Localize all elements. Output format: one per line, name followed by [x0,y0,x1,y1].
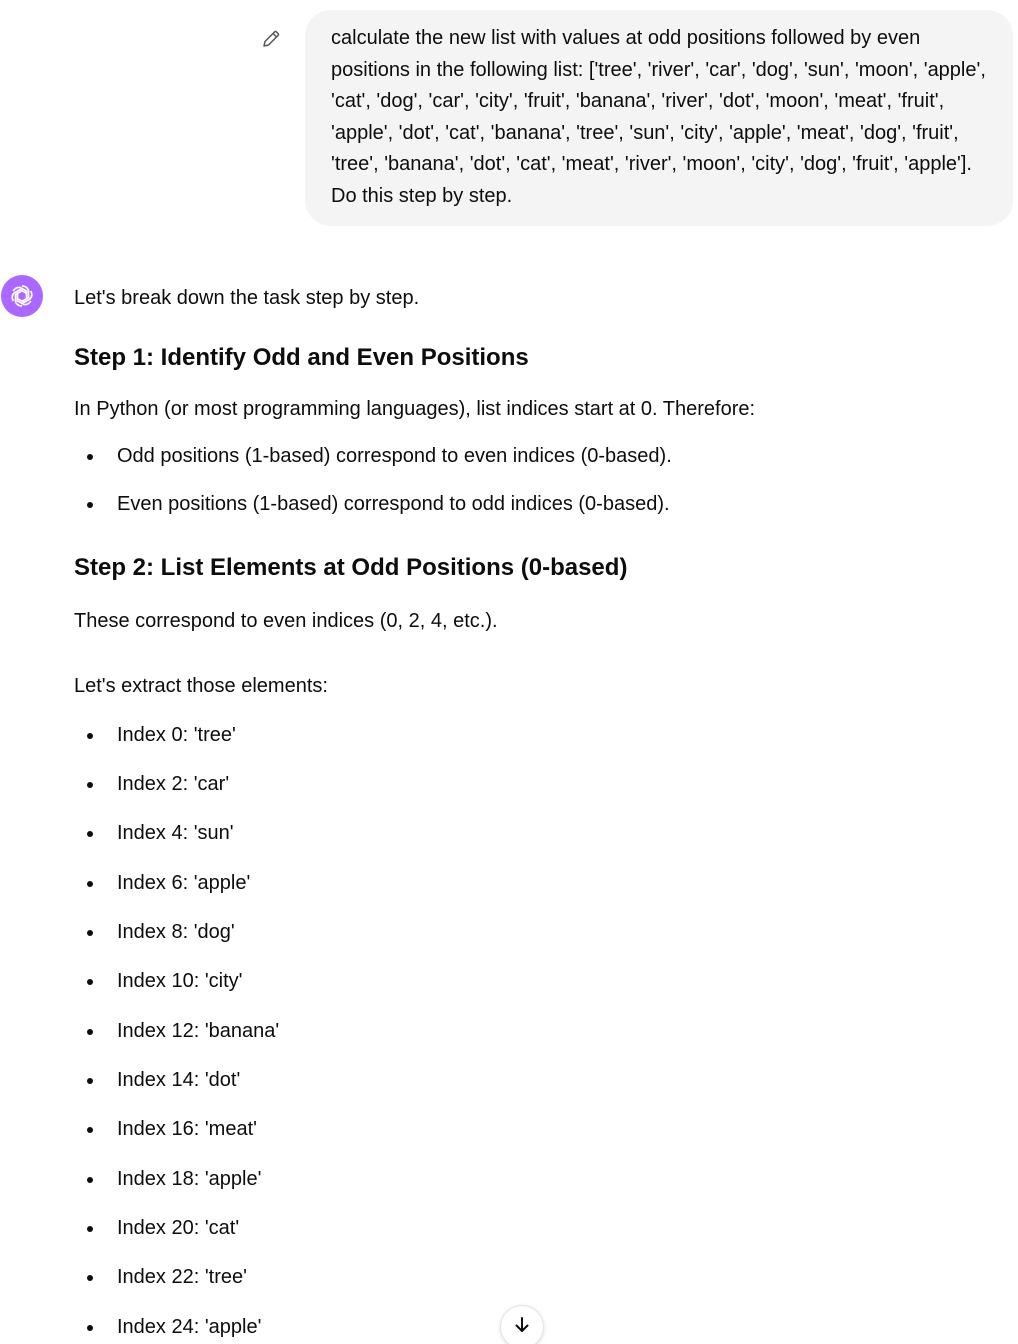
bullet [87,1275,93,1281]
bullet [87,782,93,788]
bullet [87,881,93,887]
intro-text: Let's break down the task step by step. [74,287,420,309]
arrow-down-icon [512,1315,532,1340]
bullet [87,831,93,837]
user-message-text: calculate the new list with values at odd positions followed by even positions in the following list: ['tree', 'river', 'car', 'dog', 'sun', 'moon', 'apple', 'cat', 'dog', 'car', 'city', 'fruit', 'banana', 'river', 'dot', 'moon', 'meat', 'fruit', 'apple', 'dot', 'cat', 'banana', 'tree', 'sun', 'city', 'apple', 'meat', 'dog', 'fruit', 'tree', 'banana', 'dot', 'cat', 'meat', 'river', 'moon', 'city', 'dog', 'fruit', 'apple']. Do this step by step. [331,27,986,207]
bullet [87,1325,93,1331]
step2-text: These correspond to even indices (0, 2, 4, etc.). [74,610,498,632]
bullet [87,930,93,936]
bullet [87,1078,93,1084]
step2-heading: Step 2: List Elements at Odd Positions (0-based) [74,554,628,581]
step1-heading: Step 1: Identify Odd and Even Positions [74,344,529,371]
bullet [87,502,93,508]
step1-text: In Python (or most programming languages), list indices start at 0. Therefore: [74,398,756,420]
chat-page: calculate the new list with values at odd positions followed by even positions in the following list: ['tree', 'river', 'car', 'dog', 'sun', 'moon', 'apple', 'cat', 'dog', 'car', 'city', 'fruit', 'banana', 'river', 'dot', 'moon', 'meat', 'fruit', 'apple', 'dot', 'cat', 'banana', 'tree', 'sun', 'city', 'apple', 'meat', 'dog', 'fruit', 'tree', 'banana', 'dot', 'cat', 'meat', 'river', 'moon', 'city', 'dog', 'fruit', 'apple']. Do this step by step. Let's break down the task step by step. Step 1: Identify Odd and Even Positions In Python (or most programming languages), list indices start at 0. Therefore: Odd positions (1-based) correspond to even indices (0-based). Even positions (1-based) correspond to odd indices (0-based). Step 2: List Elements at Odd Positions (0-based) These correspond to even indices (0, 2, 4, etc.). Let's extract those elements: Index 0: 'tree' Index 2: 'car' Index 4: 'sun' Index 6: 'apple' Index 8: 'dog' Index 10: 'city' Index 12: 'banana' Index 14: 'dot' Index 16: 'meat' Index 18: 'apple' Index 20: 'cat' Index 22: 'tree' Index 24: 'apple' [0,0,1018,1344]
bullet [87,979,93,985]
extract-text: Let's extract those elements: [74,675,328,697]
bullet [87,733,93,739]
user-message-bubble [305,10,1013,226]
bullet [87,1029,93,1035]
pencil-icon[interactable] [260,28,282,50]
bullet [87,1127,93,1133]
openai-logo-icon [1,275,43,317]
scroll-to-bottom-button[interactable] [500,1305,544,1344]
bullet [87,1226,93,1232]
bullet [87,1177,93,1183]
bullet [87,454,93,460]
